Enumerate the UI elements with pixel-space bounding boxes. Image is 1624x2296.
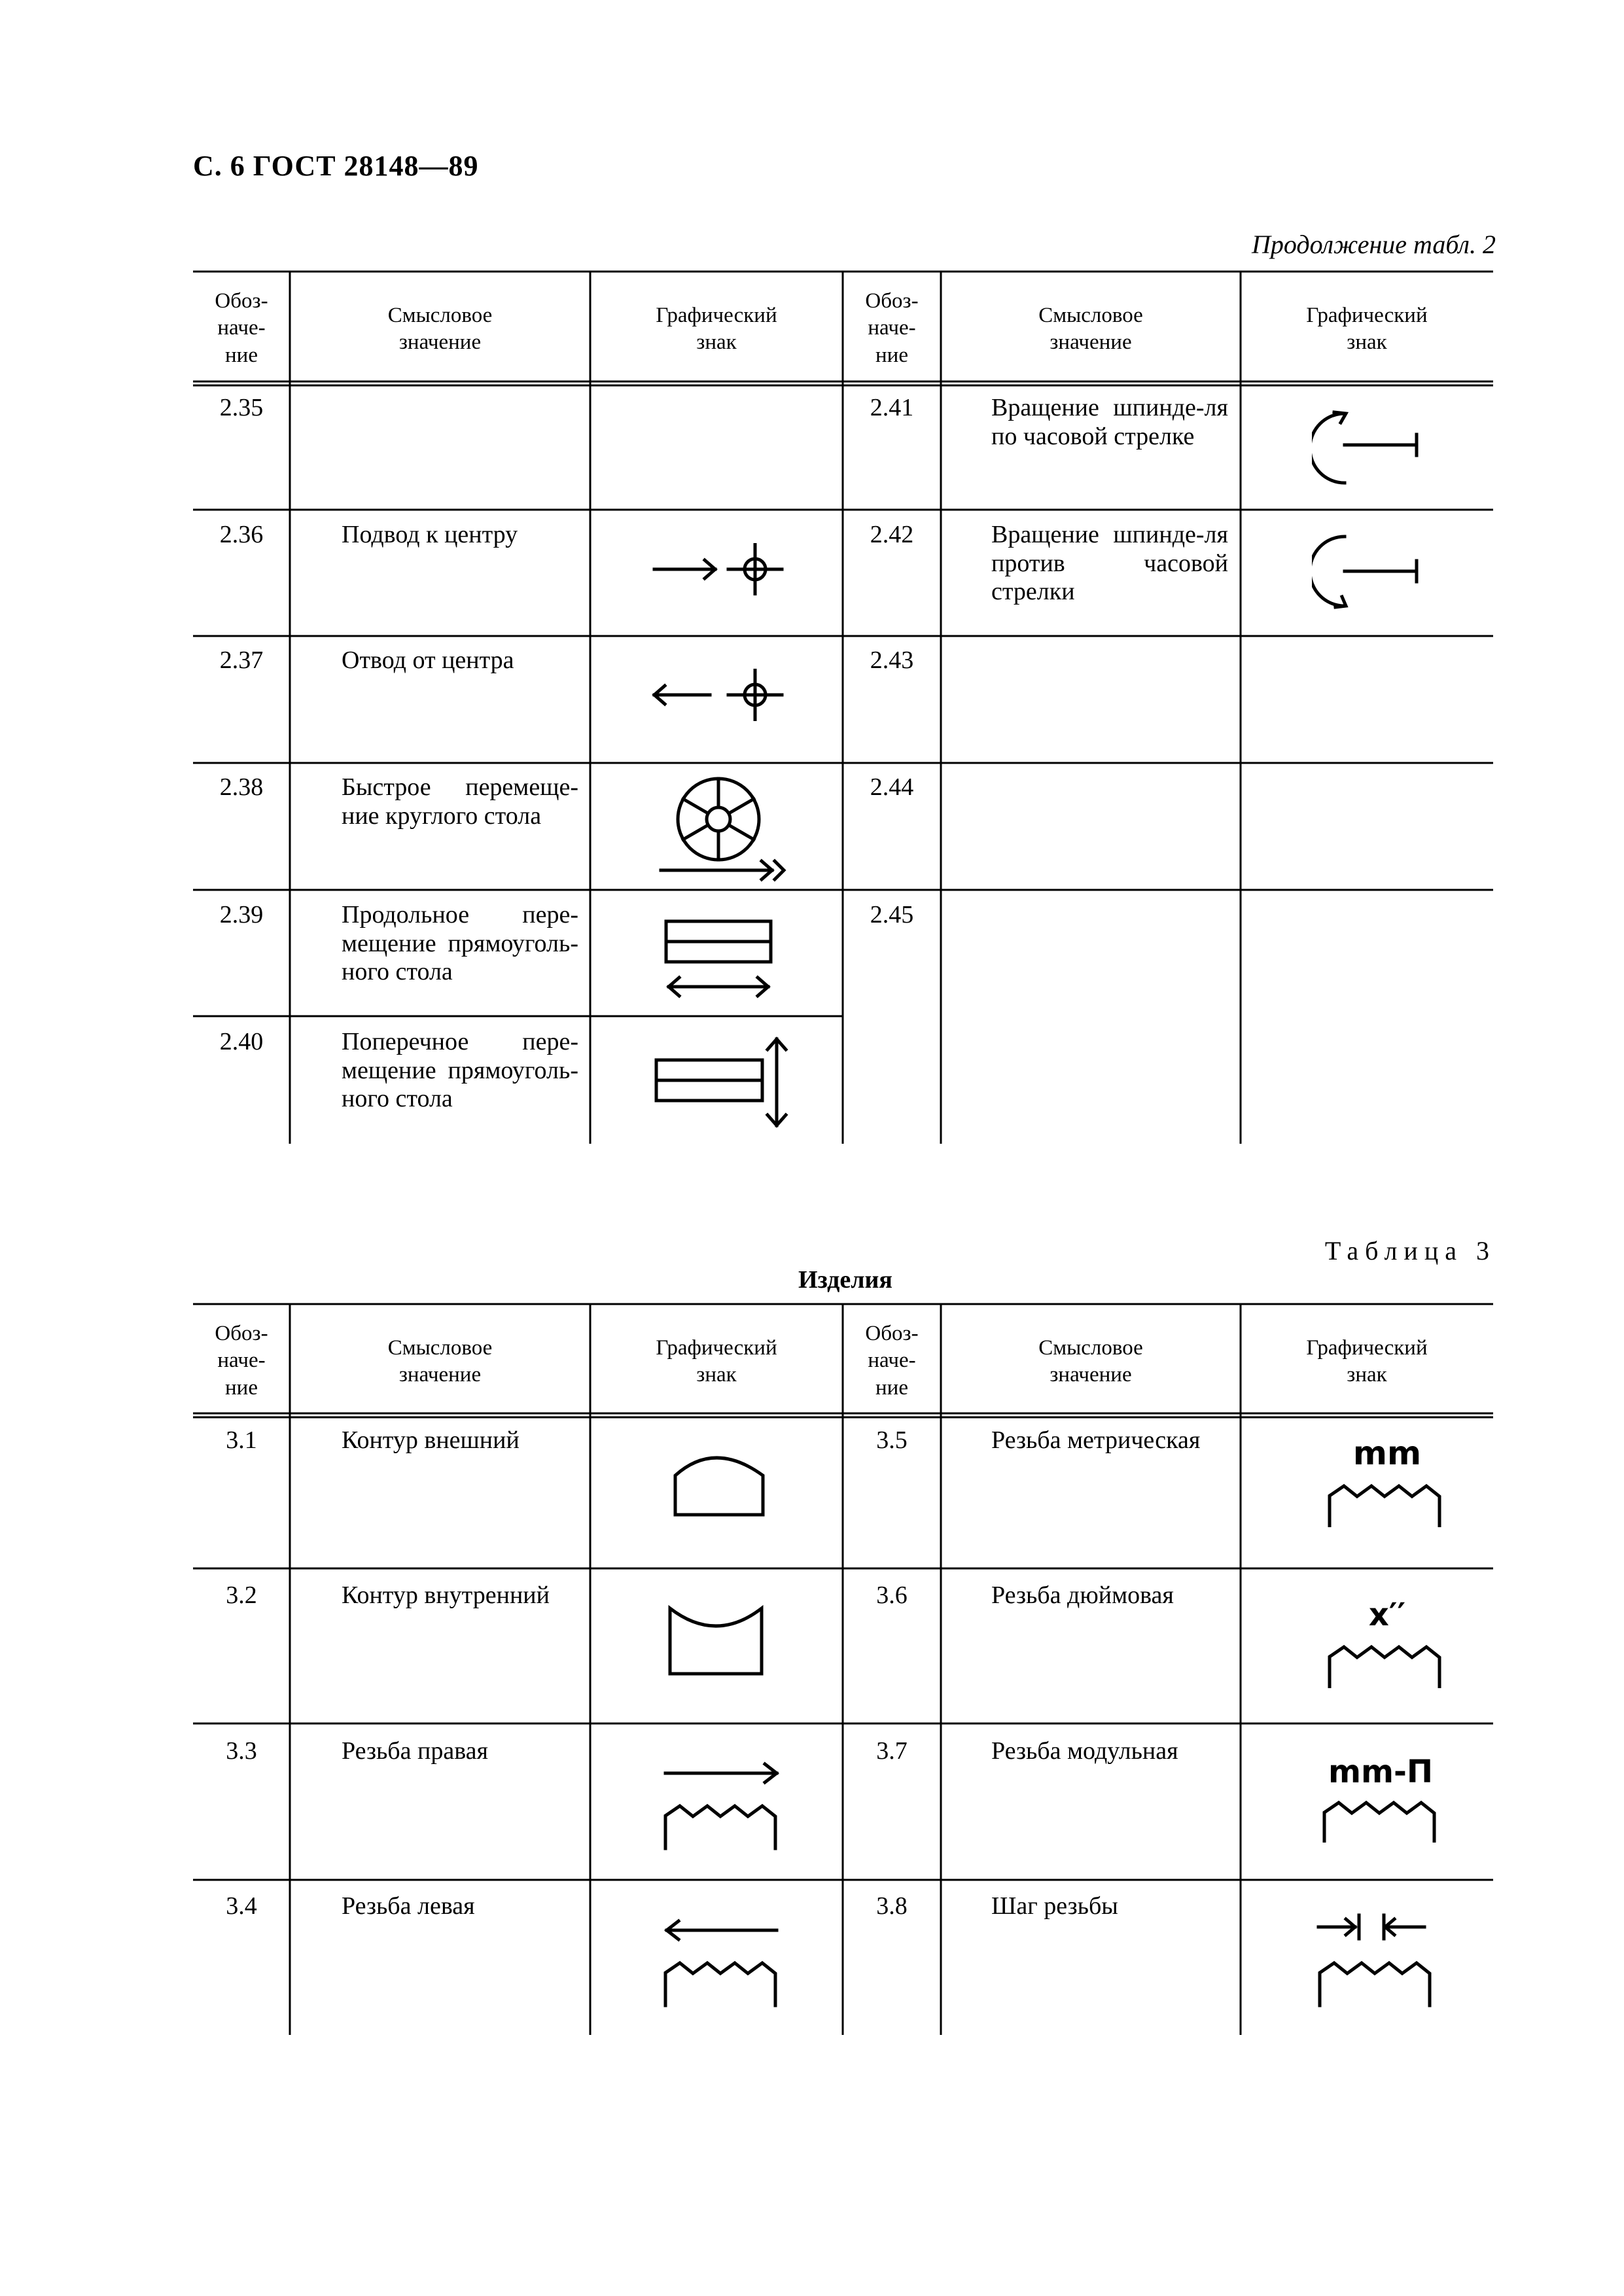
header-line: Графический <box>1306 1336 1428 1360</box>
col-header-sign <box>590 1335 843 1389</box>
col-header-meaning <box>941 1335 1241 1389</box>
col-header-designation <box>193 1320 290 1402</box>
header-line: наче- <box>868 1349 916 1373</box>
row-meaning: Подвод к центру <box>342 521 518 548</box>
table-label: Таблица 3 <box>1324 1236 1496 1265</box>
row-id: 3.6 <box>876 1581 908 1609</box>
module-thread-icon <box>1315 1756 1446 1846</box>
inch-thread-label: x′′ <box>1368 1597 1406 1633</box>
row-id: 3.5 <box>876 1426 908 1454</box>
page-title: С. 6 ГОСТ 28148—89 <box>193 150 479 182</box>
row-meaning: Вращение шпинде-ля против часовой стрелки <box>991 521 1228 606</box>
row-meaning: Продольное пере-мещение прямоуголь-ного стола <box>342 901 578 986</box>
header-line: знак <box>1347 330 1387 355</box>
header-line: Смысловое <box>387 304 493 327</box>
row-id: 2.36 <box>219 521 264 548</box>
row-id: 3.1 <box>226 1426 257 1454</box>
header-line: Графический <box>656 1336 777 1360</box>
row-meaning: Резьба левая <box>342 1892 475 1920</box>
row-id: 2.41 <box>870 394 914 421</box>
spindle-cw-icon <box>1312 406 1430 491</box>
col-header-sign <box>1241 1335 1493 1389</box>
header-line: знак <box>1347 1363 1387 1387</box>
col-header-designation <box>843 1320 941 1402</box>
row-meaning: Контур внешний <box>342 1426 520 1454</box>
row-id: 2.37 <box>219 646 264 674</box>
header-line: Смысловое <box>1038 304 1143 327</box>
rapid-round-table-icon <box>654 772 792 883</box>
row-meaning: Резьба модульная <box>991 1737 1178 1765</box>
continuation-label: Продолжение табл. 2 <box>1251 230 1496 259</box>
row-meaning: Контур внутренний <box>342 1581 550 1609</box>
row-meaning: Поперечное пере-мещение прямоуголь-ного стола <box>342 1028 578 1113</box>
header-line: ние <box>875 1375 908 1400</box>
header-line: Обоз- <box>215 1322 268 1345</box>
row-id: 2.45 <box>870 901 914 928</box>
outer-contour-icon <box>667 1449 772 1521</box>
table-title: Изделия <box>798 1266 892 1294</box>
header-line: Смысловое <box>387 1336 493 1360</box>
header-line: наче- <box>868 316 916 340</box>
inner-contour-icon <box>661 1603 772 1682</box>
approach-center-icon <box>651 543 788 595</box>
row-meaning: Резьба дюймовая <box>991 1581 1174 1609</box>
header-line: значение <box>1050 1363 1132 1387</box>
header-line: Обоз- <box>865 1322 919 1345</box>
metric-thread-label: mm <box>1352 1434 1422 1472</box>
row-id: 2.42 <box>870 521 914 548</box>
row-id: 3.2 <box>226 1581 257 1609</box>
row-meaning: Быстрое перемеще-ние круглого стола <box>342 773 578 830</box>
spindle-ccw-icon <box>1312 529 1430 614</box>
metric-thread-icon <box>1322 1434 1453 1532</box>
col-header-meaning <box>941 302 1241 357</box>
retract-center-icon <box>651 669 788 721</box>
header-line: значение <box>398 330 482 355</box>
col-header-sign <box>590 302 843 357</box>
header-line: Графический <box>1306 304 1428 327</box>
header-line: значение <box>1050 330 1132 355</box>
row-meaning: Шаг резьбы <box>991 1892 1118 1920</box>
header-line: Смысловое <box>1038 1336 1143 1360</box>
module-thread-label: mm-П <box>1328 1754 1434 1790</box>
row-id: 2.35 <box>219 394 264 421</box>
header-line: наче- <box>217 316 266 340</box>
header-line: значение <box>398 1363 482 1387</box>
row-meaning: Резьба метрическая <box>991 1426 1201 1454</box>
thread-pitch-icon <box>1312 1907 1443 2012</box>
row-id: 3.3 <box>226 1737 257 1765</box>
col-header-sign <box>1241 302 1493 357</box>
col-header-meaning <box>290 1335 590 1389</box>
header-line: Графический <box>656 304 777 327</box>
row-meaning: Отвод от центра <box>342 646 514 674</box>
header-line: наче- <box>217 1349 266 1373</box>
row-id: 2.43 <box>870 646 914 674</box>
row-id: 3.8 <box>876 1892 908 1920</box>
header-line: Обоз- <box>215 289 268 313</box>
row-meaning: Вращение шпинде-ля по часовой стрелке <box>991 394 1228 450</box>
row-id: 3.4 <box>226 1892 257 1920</box>
row-id: 2.44 <box>870 773 914 801</box>
right-thread-icon <box>658 1754 788 1852</box>
header-line: ние <box>875 343 908 367</box>
header-line: знак <box>696 1363 737 1387</box>
row-meaning: Резьба правая <box>342 1737 488 1765</box>
inch-thread-icon <box>1322 1599 1453 1693</box>
row-id: 2.39 <box>219 901 264 928</box>
col-header-designation <box>843 288 941 369</box>
header-line: ние <box>225 1375 258 1400</box>
row-id: 3.7 <box>876 1737 908 1765</box>
header-line: ние <box>225 343 258 367</box>
longitudinal-table-icon <box>661 916 779 1001</box>
transverse-table-icon <box>651 1034 795 1132</box>
row-id: 2.38 <box>219 773 264 801</box>
header-line: Обоз- <box>865 289 919 313</box>
col-header-designation <box>193 288 290 369</box>
left-thread-icon <box>658 1911 788 2009</box>
col-header-meaning <box>290 302 590 357</box>
header-line: знак <box>696 330 737 355</box>
row-id: 2.40 <box>219 1028 264 1055</box>
